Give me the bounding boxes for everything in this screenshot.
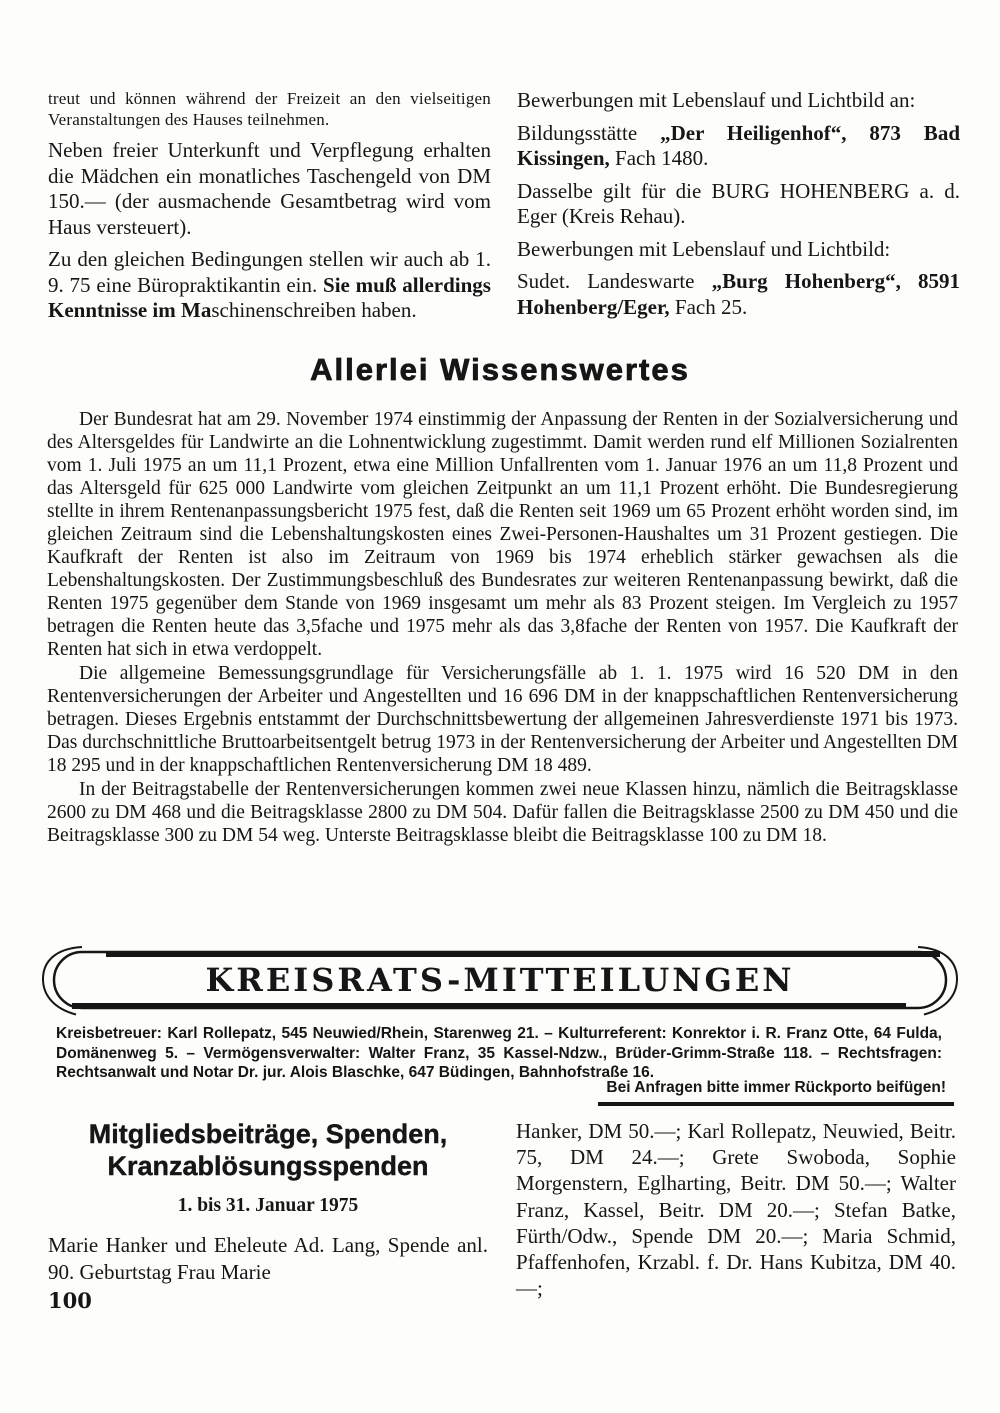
paragraph-bueropraktikantin: [48, 247, 491, 324]
text-run: Fach 1480.: [609, 146, 709, 170]
official-label-kulturreferent: Kulturreferent:: [558, 1025, 667, 1042]
rueckporto-note: Bei Anfragen bitte immer Rückporto beifügen!: [598, 1079, 954, 1106]
text-run: Sudet. Landeswarte: [517, 269, 712, 293]
donations-text-right: Hanker, DM 50.—; Karl Rollepatz, Neuwied, Beitr. 75, DM 24.—; Grete Swoboda, Sophie Morgenstern, Eglharting, Beitr. DM 50.—; Walter Franz, Kassel, Beitr. DM 20.—; Stefan Batke, Fürth/Odw., Spende DM 20.—; Maria Schmid, Pfaffenhofen, Krzabl. f. Dr. Hans Kubitza, DM 40.—;: [516, 1119, 956, 1301]
officials-block: [56, 1024, 942, 1083]
donations-period: 1. bis 31. Januar 1975: [177, 1195, 359, 1216]
official-text: Walter Franz, 35 Kassel-Ndzw., Brüder-Grimm-Straße 118. –: [360, 1044, 838, 1062]
text-run: Zu den gleichen Bedingungen stellen wir auch ab 1. 9. 75 eine Büropraktikantin ein.: [48, 247, 491, 297]
official-text: Rechtsanwalt und Notar Dr. jur. Alois Blaschke, 647 Büdingen, Bahnhofstraße 16.: [56, 1064, 655, 1081]
text-run-bold: „Der Heiligenhof“, 873 Bad Kissingen,: [517, 120, 960, 170]
donations-section: [48, 1118, 956, 1301]
article-heading: Allerlei Wissenswertes: [310, 352, 690, 387]
paragraph-bewerbungen-an: Bewerbungen mit Lebenslauf und Lichtbild an:: [517, 88, 916, 112]
paragraph-bewerbungen-bild: Bewerbungen mit Lebenslauf und Lichtbild:: [517, 236, 891, 261]
donations-heading: [48, 1118, 488, 1182]
paragraph-burg-hohenberg: Dasselbe gilt für die BURG HOHENBERG a. d. Eger (Kreis Rehau).: [517, 178, 960, 228]
paragraph-bildungsstaette: [517, 121, 960, 172]
text-run-bold: Sie muß allerdings Kenntnisse im Ma: [48, 272, 491, 322]
top-left-column: [48, 88, 491, 324]
text-run: schinenschreiben haben.: [211, 298, 417, 322]
kreisrats-banner: [42, 946, 958, 1016]
text-run: Bildungsstätte: [517, 120, 661, 145]
article-body: [47, 408, 958, 848]
donations-heading-line2: Kranzablösungsspenden: [107, 1151, 429, 1181]
article-paragraph-bemessungsgrundlage: Die allgemeine Bemessungsgrundlage für Versicherungsfälle ab 1. 1. 1975 wird 16 520 DM in den Rentenversicherungen der Arbeiter und Angestellten und 16 696 DM in der knappschaftlichen Rentenversicherung betragen. Dieses Ergebnis entstammt der Durchschnittsbewertung der allgemeinen Jahresverdienste 1971 bis 1973. Das durchschnittliche Bruttoarbeitsentgelt betrug 1973 in der Rentenversicherung der Arbeiter und Angestellten DM 18 295 und in der knappschaftlichen Rentenversicherung DM 18 489.: [47, 663, 958, 776]
official-label-kreisbetreuer: Kreisbetreuer:: [56, 1025, 162, 1042]
page-number: 100: [48, 1288, 92, 1313]
official-text: Konrektor i. R. Franz Otte, 64 Fulda, Domänenweg 5. –: [56, 1025, 942, 1062]
text-run: Fach 25.: [669, 294, 748, 319]
top-section: [48, 88, 960, 324]
donations-heading-line1: Mitgliedsbeiträge, Spenden,: [88, 1119, 448, 1149]
banner-title: KREISRATS-MITTEILUNGEN: [205, 961, 795, 999]
paragraph-unterkunft: Neben freier Unterkunft und Verpflegung erhalten die Mädchen ein monatliches Taschengeld von DM 150.— (der ausmachende Gesamtbetrag wird vom Haus versteuert).: [48, 138, 491, 239]
article-paragraph-renten: Der Bundesrat hat am 29. November 1974 einstimmig der Anpassung der Renten in der Sozialversicherung und des Altersgeldes für Landwirte an die Lohnentwicklung zugestimmt. Damit werden rund elf Millionen Sozialrenten vom 1. Juli 1975 an um 11,1 Prozent, etwa eine Million Unfallrenten vom 1. Januar 1976 an um 11,8 Prozent und das Altersgeld für 625 000 Landwirte vom gleichen Zeitpunkt an um 11,1 Prozent erhöht. Die Bundesregierung stellte in ihrem Rentenanpassungsbericht 1975 fest, daß die Renten seit 1969 um 65 Prozent erhöht worden sind, im gleichen Zeitraum sind die Lebenshaltungskosten eines Zwei-Personen-Haushaltes um 31 Prozent gestiegen. Die Kaufkraft der Renten ist also im Zeitraum von 1969 bis 1974 erheblich stärker gewachsen als die Lebenshaltungskosten. Der Zustimmungsbeschluß des Bundesrates zur weiteren Rentenanpassung bewirkt, daß die Renten 1975 gegenüber dem Stande von 1969 insgesamt um mehr als 83 Prozent steigen. Im Vergleich zu 1957 betragen die Renten heute das 3,5fache und 1975 mehr als das 3,8fache der Renten von 1957. Die Kaufkraft der Renten hat sich in etwa verdoppelt.: [47, 409, 958, 660]
text-run-bold: „Burg Hohenberg“, 8591 Hohenberg/Eger,: [517, 269, 960, 319]
official-label-rechtsfragen: Rechtsfragen:: [837, 1044, 942, 1062]
continuation-paragraph: treut und können während der Freizeit an den vielseitigen Veranstaltungen des Hauses teilnehmen.: [48, 89, 491, 129]
official-label-vermoegensverwalter: Vermögensverwalter:: [203, 1044, 361, 1062]
donations-right-column: [516, 1118, 956, 1301]
article-paragraph-beitragstabelle: In der Beitragstabelle der Rentenversicherungen kommen zwei neue Klassen hinzu, nämlich die Beitragsklasse 2600 zu DM 468 und die Beitragsklasse 2800 zu DM 504. Dafür fallen die Beitragsklasse 2500 zu DM 450 und die Beitragsklasse 300 zu DM 54 weg. Unterste Beitragsklasse bleibt die Beitragsklasse 100 zu DM 18.: [47, 779, 958, 846]
official-text: Karl Rollepatz, 545 Neuwied/Rhein, Starenweg 21. –: [161, 1025, 559, 1042]
top-right-column: [517, 88, 960, 324]
donations-left-column: [48, 1118, 488, 1301]
paragraph-landeswarte: [517, 269, 960, 320]
donations-text-left: Marie Hanker und Eheleute Ad. Lang, Spende anl. 90. Geburtstag Frau Marie: [48, 1233, 488, 1284]
